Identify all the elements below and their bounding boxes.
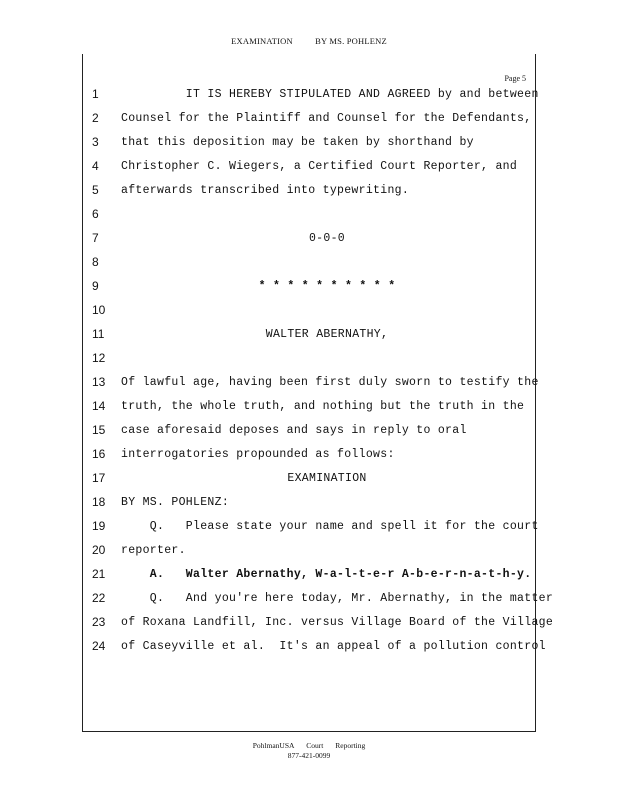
line-number: 8 xyxy=(92,255,99,269)
line-text: of Roxana Landfill, Inc. versus Village Board of the Village xyxy=(121,616,554,629)
footer-company: PohlmanUSA xyxy=(252,741,295,750)
line-text: reporter. xyxy=(121,544,186,557)
line-text: interrogatories propounded as follows: xyxy=(121,448,395,461)
transcript-line xyxy=(0,564,618,586)
transcript-line xyxy=(0,204,618,226)
line-text: afterwards transcribed into typewriting. xyxy=(121,184,410,197)
line-text: Of lawful age, having been first duly sworn to testify the xyxy=(121,376,539,389)
line-number: 7 xyxy=(92,231,99,245)
transcript-line xyxy=(0,444,618,466)
footer-company-court: Court xyxy=(306,741,324,750)
transcript-line xyxy=(0,492,618,514)
line-number: 16 xyxy=(92,447,106,461)
line-number: 19 xyxy=(92,519,106,533)
page-number: Page 5 xyxy=(504,74,526,83)
transcript-line xyxy=(0,372,618,394)
line-number: 4 xyxy=(92,159,99,173)
transcript-line xyxy=(0,156,618,178)
line-text: 0-0-0 xyxy=(308,232,345,245)
line-text: Q. Please state your name and spell it for the court xyxy=(121,520,539,533)
transcript-line xyxy=(0,300,618,322)
line-number: 22 xyxy=(92,591,106,605)
transcript-line xyxy=(0,420,618,442)
line-text: Counsel for the Plaintiff and Counsel for the Defendants, xyxy=(121,112,532,125)
transcript-line xyxy=(0,516,618,538)
line-text: case aforesaid deposes and says in reply to oral xyxy=(121,424,467,437)
transcript-line xyxy=(0,540,618,562)
line-number: 23 xyxy=(92,615,106,629)
line-text: BY MS. POHLENZ: xyxy=(121,496,230,509)
line-text: of Caseyville et al. It's an appeal of a pollution control xyxy=(121,640,546,653)
transcript-line xyxy=(0,636,618,658)
page-header xyxy=(0,36,618,46)
transcript-line xyxy=(0,324,618,346)
line-number: 11 xyxy=(92,327,105,341)
transcript-line xyxy=(0,348,618,370)
line-number: 18 xyxy=(92,495,106,509)
page-footer xyxy=(0,741,618,761)
line-number: 5 xyxy=(92,183,99,197)
footer-phone: 877-421-0099 xyxy=(287,751,331,760)
line-number: 13 xyxy=(92,375,106,389)
line-number: 2 xyxy=(92,111,99,125)
header-examiner: BY MS. POHLENZ xyxy=(315,36,387,46)
line-number: 15 xyxy=(92,423,106,437)
line-number: 12 xyxy=(92,351,106,365)
transcript-line xyxy=(0,108,618,130)
footer-company-reporting: Reporting xyxy=(335,741,366,750)
line-text: Christopher C. Wiegers, a Certified Court Reporter, and xyxy=(121,160,518,173)
line-number: 1 xyxy=(92,87,99,101)
line-text: A. Walter Abernathy, W-a-l-t-e-r A-b-e-r-n-a-t-h-y. xyxy=(121,568,532,581)
line-number: 9 xyxy=(92,279,99,293)
transcript-line xyxy=(0,228,618,250)
line-text: Q. And you're here today, Mr. Abernathy, in the matter xyxy=(121,592,554,605)
transcript-line xyxy=(0,276,618,298)
line-text: EXAMINATION xyxy=(287,472,367,485)
transcript-line xyxy=(0,612,618,634)
line-text: truth, the whole truth, and nothing but the truth in the xyxy=(121,400,525,413)
line-number: 20 xyxy=(92,543,106,557)
line-text: WALTER ABERNATHY, xyxy=(265,328,389,341)
line-text: * * * * * * * * * * xyxy=(258,280,396,293)
line-number: 6 xyxy=(92,207,99,221)
transcript-line xyxy=(0,588,618,610)
transcript-line xyxy=(0,468,618,490)
transcript-line xyxy=(0,180,618,202)
line-number: 24 xyxy=(92,639,106,653)
transcript-line xyxy=(0,84,618,106)
line-number: 21 xyxy=(92,567,106,581)
line-number: 3 xyxy=(92,135,99,149)
line-number: 17 xyxy=(92,471,106,485)
transcript-line xyxy=(0,252,618,274)
line-text: that this deposition may be taken by shorthand by xyxy=(121,136,474,149)
transcript-line xyxy=(0,396,618,418)
transcript-line xyxy=(0,132,618,154)
line-number: 10 xyxy=(92,303,106,317)
header-section: EXAMINATION xyxy=(231,36,293,46)
line-text: IT IS HEREBY STIPULATED AND AGREED by and between xyxy=(121,88,539,101)
line-number: 14 xyxy=(92,399,106,413)
